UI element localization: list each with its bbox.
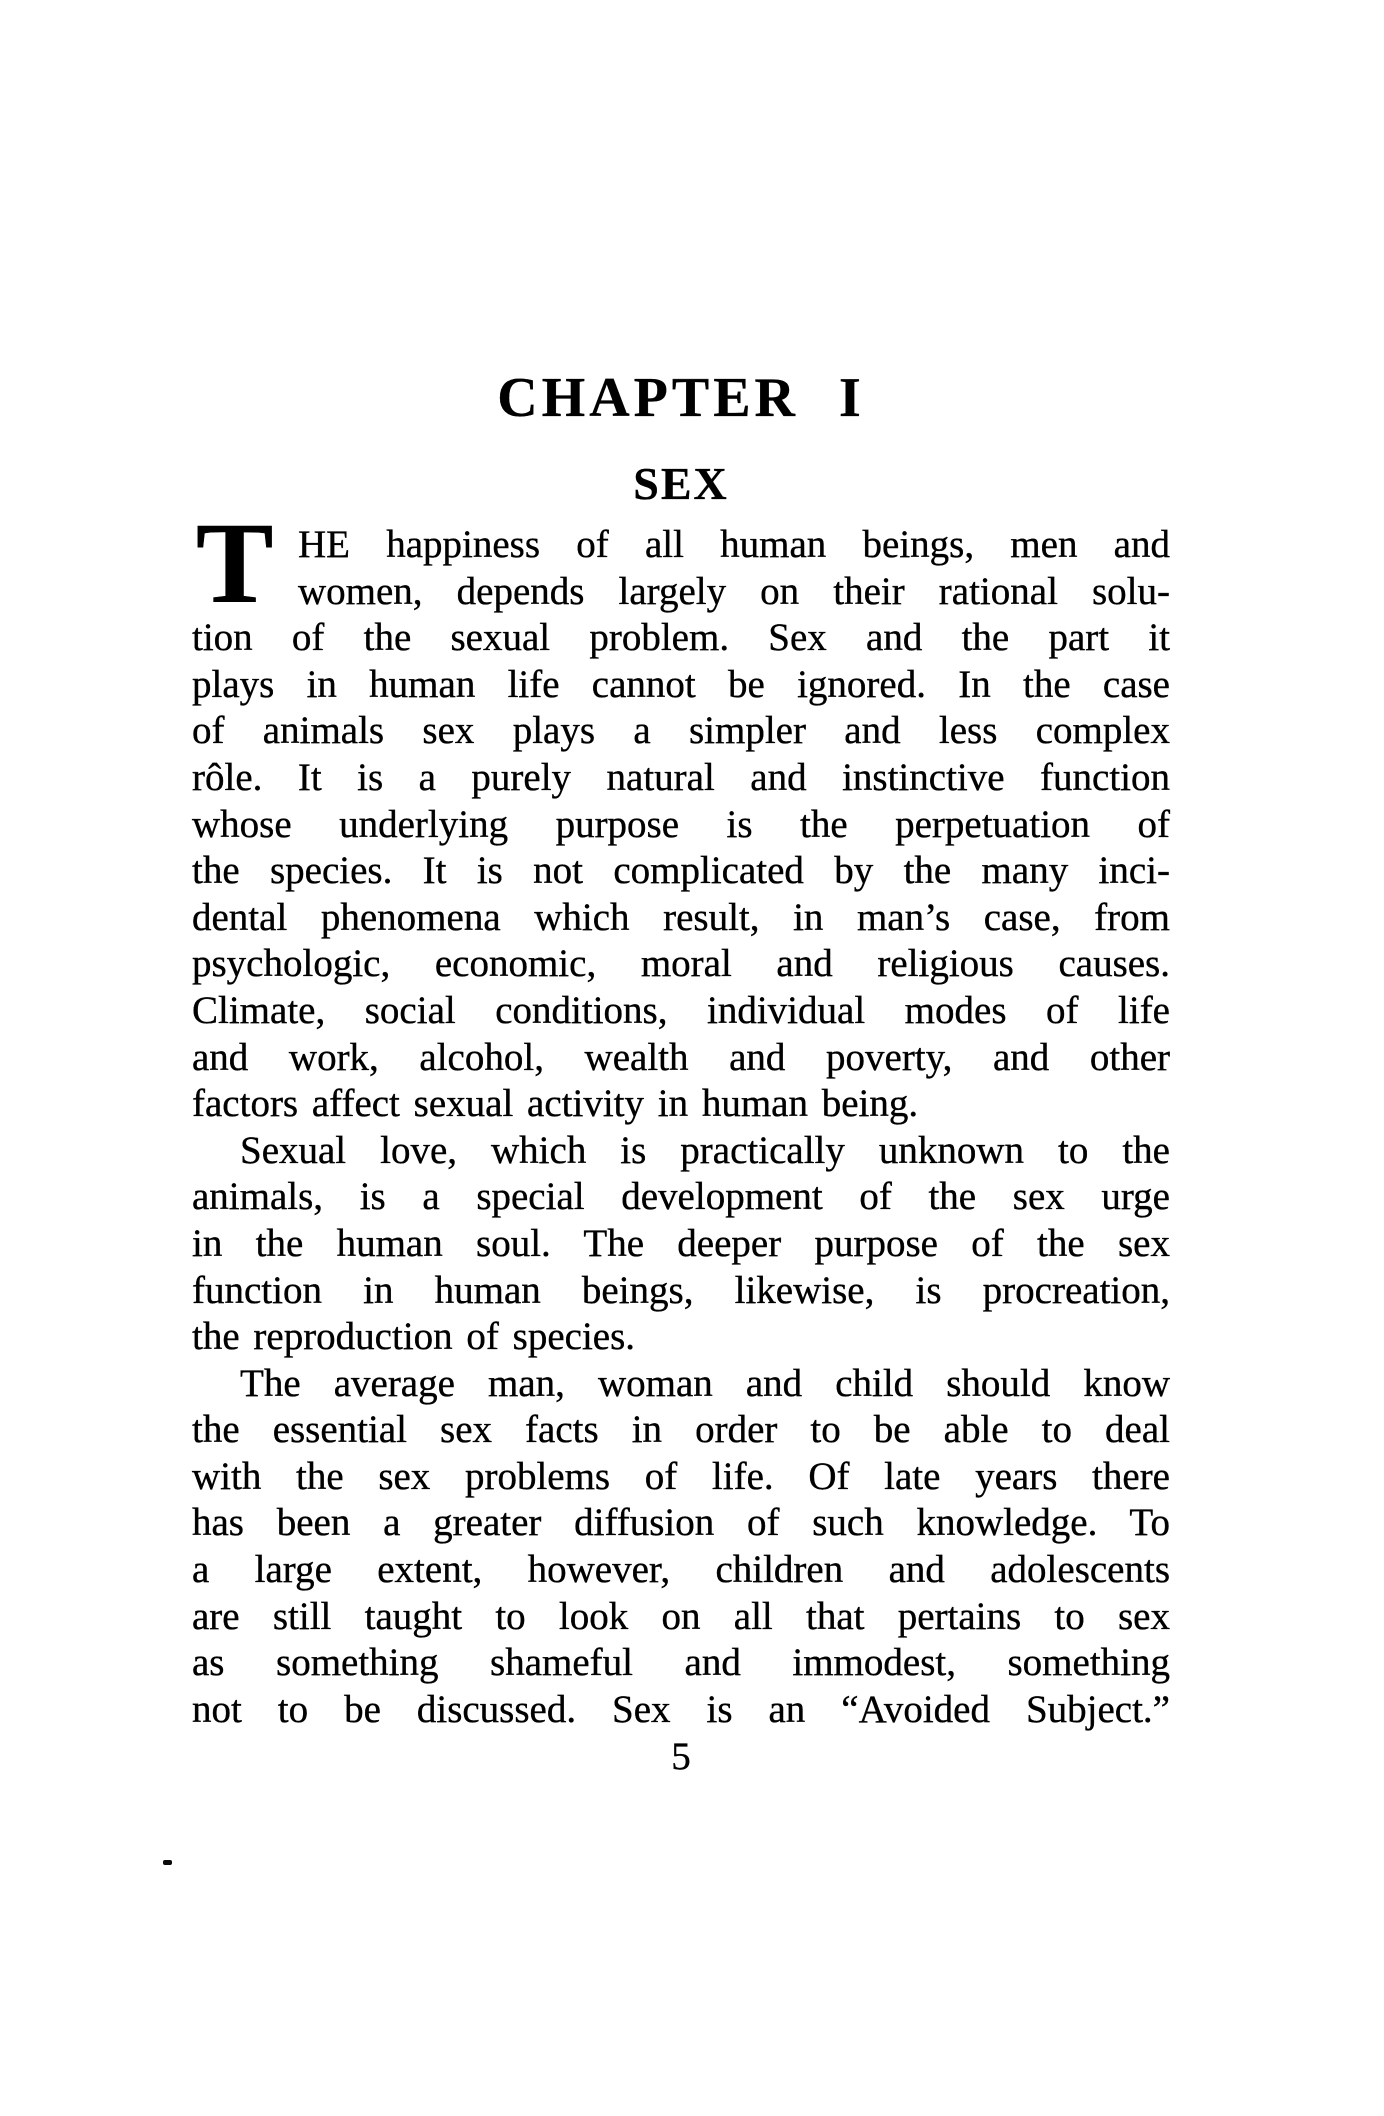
text-line: The average man, woman and child should know [240,1361,1170,1405]
text-line: HE happiness of all human beings, men and [298,523,1170,566]
text-line: tion of the sexual problem. Sex and the part it [192,616,1170,660]
text-line: whose underlying purpose is the perpetuation of [192,802,1170,846]
drop-cap-letter: T [196,500,274,628]
text-line: plays in human life cannot be ignored. In the case [192,662,1170,706]
text-line: dental phenomena which result, in man’s case, from [192,895,1170,939]
text-line: animals, is a special development of the sex urge [192,1175,1170,1219]
text-line: the species. It is not complicated by the many inci- [192,849,1170,893]
page-number: 5 [671,1735,691,1778]
section-title: SEX [633,458,729,509]
text-line: has been a greater diffusion of such knowledge. To [192,1501,1170,1545]
text-line: as something shameful and immodest, something [192,1641,1170,1685]
text-line: are still taught to look on all that pertains to sex [192,1594,1170,1638]
text-line: not to be discussed. Sex is an “Avoided Subject.” [192,1687,1170,1731]
body-text [192,500,1170,1733]
text-line: with the sex problems of life. Of late years there [192,1454,1170,1498]
text-line: in the human soul. The deeper purpose of the sex [192,1221,1170,1265]
text-line: function in human beings, likewise, is procreation, [192,1268,1170,1312]
text-line: the essential sex facts in order to be able to deal [192,1408,1170,1452]
text-line: factors affect sexual activity in human being. [192,1082,919,1126]
text-line: Sexual love, which is practically unknown to the [240,1128,1170,1172]
text-line: the reproduction of species. [192,1315,636,1359]
text-line: psychologic, economic, moral and religious causes. [192,942,1170,986]
text-line: women, depends largely on their rational solu- [298,569,1170,613]
text-line: rôle. It is a purely natural and instinctive function [192,755,1170,799]
text-line: Climate, social conditions, individual modes of life [192,988,1170,1032]
text-line: and work, alcohol, wealth and poverty, and other [192,1035,1170,1079]
text-line: a large extent, however, children and adolescents [192,1548,1170,1592]
chapter-title: CHAPTER I [497,367,865,429]
ink-speck [163,1860,172,1865]
text-line: of animals sex plays a simpler and less complex [192,709,1170,753]
